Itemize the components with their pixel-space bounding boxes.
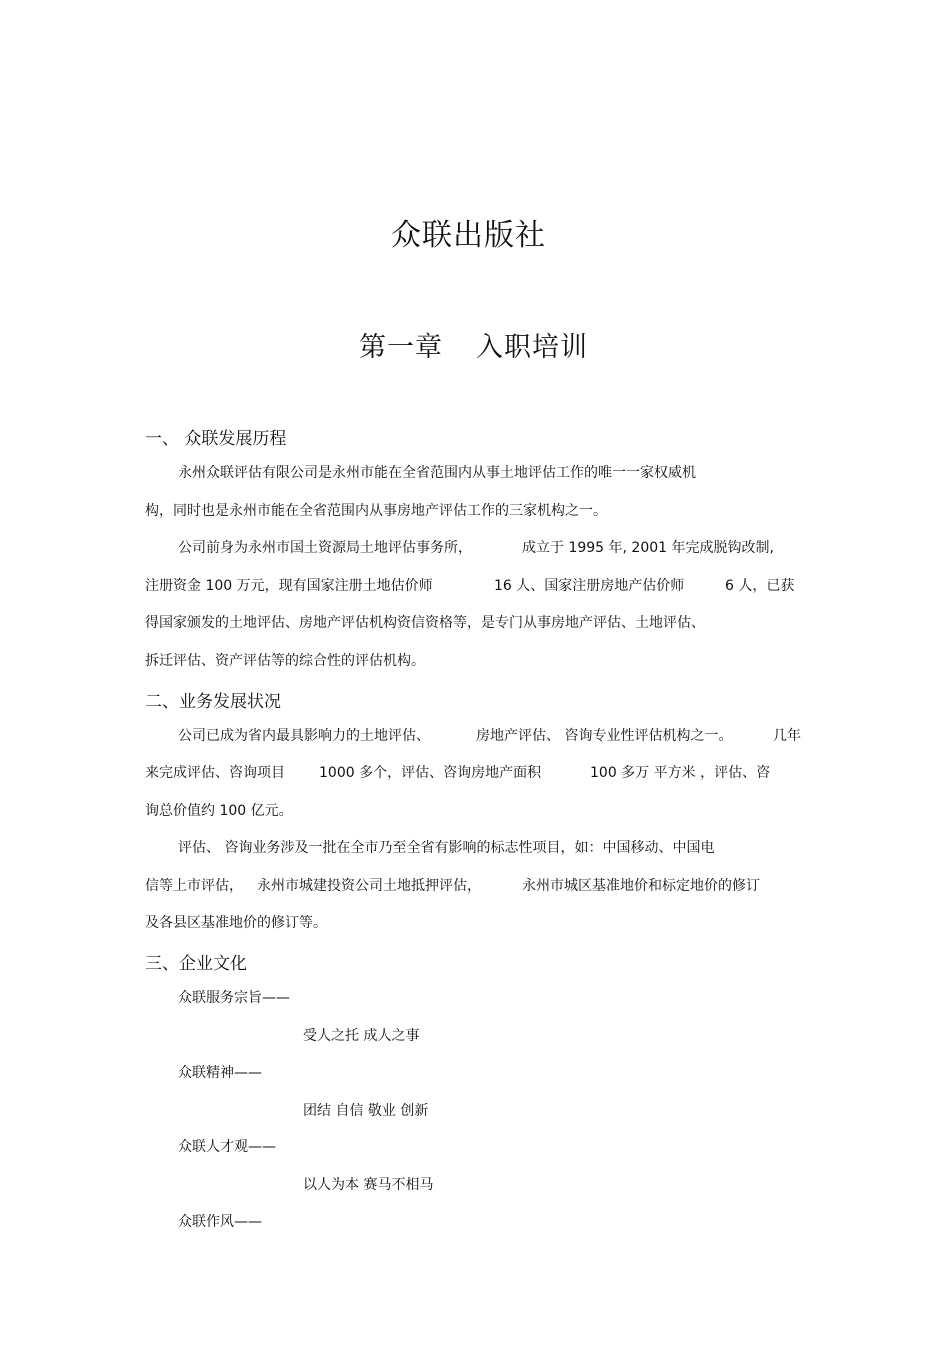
culture-item-label: 众联服务宗旨—— [178,990,290,1006]
culture-item-label: 众联人才观—— [178,1139,276,1155]
culture-item-label: 众联作风—— [178,1214,262,1230]
paragraph-line: 信等上市评估， [145,878,243,894]
paragraph-line: 询总价值约 100 亿元。 [145,803,293,819]
paragraph-line: 永州市城建投资公司土地抵押评估， [257,878,481,894]
paragraph-line: 来完成评估、咨询项目 [145,765,285,781]
paragraph-line: 注册资金 100 万元，现有国家注册土地估价师 [145,578,433,594]
chapter-title: 入职培训 [476,332,588,363]
paragraph-line: 公司前身为永州市国土资源局土地评估事务所， [178,540,472,556]
culture-item-label: 众联精神—— [178,1065,262,1081]
chapter-number: 第一章 [359,332,443,363]
paragraph-line: 构，同时也是永州市能在全省范围内从事房地产评估工作的三家机构之一。 [145,503,607,519]
paragraph-line: 100 多万 平方米 ，评估、咨 [590,765,771,781]
culture-item-value: 团结 自信 敬业 创新 [303,1103,429,1119]
paragraph-line: 公司已成为省内最具影响力的土地评估、 [178,728,430,744]
section-heading: 二、业务发展状况 [145,692,281,712]
paragraph-line: 16 人、国家注册房地产估价师 [494,578,685,594]
paragraph-line: 房地产评估、 咨询专业性评估机构之一。 [476,728,733,744]
section-heading: 一、 众联发展历程 [145,429,287,449]
paragraph-line: 及各县区基准地价的修订等。 [145,915,327,931]
paragraph-line: 成立于 1995 年, 2001 年完成脱钩改制, [522,540,774,556]
paragraph-line: 1000 多个，评估、咨询房地产面积 [319,765,542,781]
paragraph-line: 6 人，已获 [725,578,795,594]
paragraph-line: 永州众联评估有限公司是永州市能在全省范围内从事土地评估工作的唯一一家权威机 [178,465,696,481]
paragraph-line: 几年 [773,728,801,744]
paragraph-line: 永州市城区基准地价和标定地价的修订 [522,878,760,894]
paragraph-line: 得国家颁发的土地评估、房地产评估机构资信资格等，是专门从事房地产评估、土地评估、 [145,615,705,631]
publisher-title: 众联出版社 [391,218,546,253]
culture-item-value: 受人之托 成人之事 [303,1028,420,1044]
section-heading: 三、企业文化 [145,954,247,974]
paragraph-line: 拆迁评估、资产评估等的综合性的评估机构。 [145,653,425,669]
paragraph-line: 评估、 咨询业务涉及一批在全市乃至全省有影响的标志性项目，如：中国移动、中国电 [178,840,715,856]
culture-item-value: 以人为本 赛马不相马 [303,1177,434,1193]
